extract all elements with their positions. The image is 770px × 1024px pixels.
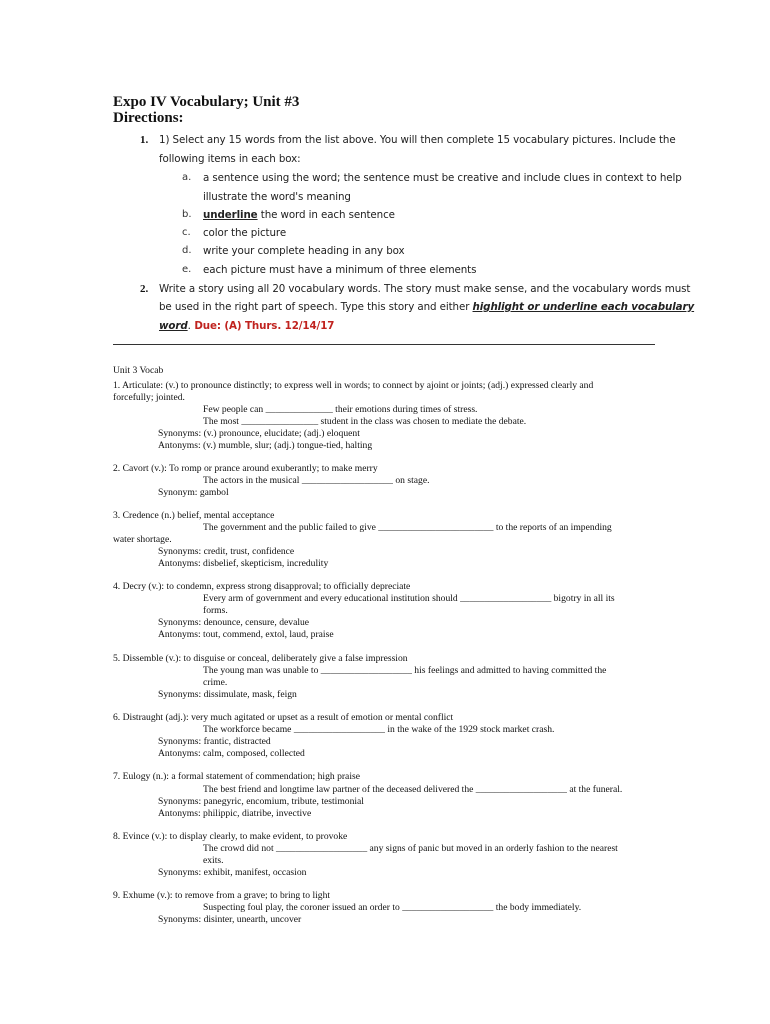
direction-1-line-2: following items in each box: — [159, 153, 301, 165]
vocab-example: The most ________________ student in the class was chosen to mediate the debate. — [203, 416, 527, 427]
vocab-example: The actors in the musical ___________________ on stage. — [203, 475, 430, 486]
direction-1-line-1: 1) Select any 15 words from the list above. You will then complete 15 vocabulary pictures. Include the — [159, 134, 676, 146]
vocab-example: The best friend and longtime law partner of the deceased delivered the ___________________ at the funeral. — [203, 784, 623, 795]
vocab-synonyms: Synonyms: panegyric, encomium, tribute, testimonial — [158, 796, 364, 807]
vocab-example-cont: exits. — [203, 855, 224, 866]
sub-item-b — [203, 209, 395, 221]
sub-item-a-line-2: illustrate the word's meaning — [203, 191, 351, 203]
vocab-example: Suspecting foul play, the coroner issued an order to ___________________ the body immediately. — [203, 902, 582, 913]
highlight-instruction: highlight or underline each vocabulary — [472, 301, 695, 313]
vocab-definition: 8. Evince (v.): to display clearly, to make evident, to provoke — [113, 831, 348, 842]
sub-item-letter-d: d. — [182, 245, 192, 256]
vocab-definition: 7. Eulogy (n.): a formal statement of commendation; high praise — [113, 771, 360, 782]
highlight-instruction-end: word — [159, 320, 188, 332]
vocab-synonyms: Synonyms: credit, trust, confidence — [158, 546, 295, 557]
vocab-antonyms: Antonyms: tout, commend, extol, laud, praise — [158, 629, 334, 640]
vocab-example-cont: forms. — [203, 605, 228, 616]
sub-item-d: write your complete heading in any box — [203, 245, 405, 257]
underline-word: underline — [203, 209, 258, 221]
vocab-definition: 1. Articulate: (v.) to pronounce distinctly; to express well in words; to connect by ajoint or joints; (adj.) expressed clearly and — [113, 380, 594, 391]
document-title: Expo IV Vocabulary; Unit #3 — [113, 94, 300, 110]
vocab-example: The workforce became ___________________ in the wake of the 1929 stock market crash. — [203, 724, 555, 735]
direction-2-line-3 — [159, 320, 334, 332]
sub-item-a-line-1: a sentence using the word; the sentence must be creative and include clues in context to help — [203, 172, 682, 184]
vocab-example: Every arm of government and every educational institution should ___________________ bigotry in all its — [203, 593, 615, 604]
vocab-heading: Unit 3 Vocab — [113, 365, 164, 376]
direction-2-line-2 — [159, 301, 694, 313]
vocab-antonyms: Antonyms: calm, composed, collected — [158, 748, 305, 759]
vocab-definition: 6. Distraught (adj.): very much agitated or upset as a result of emotion or mental conflict — [113, 712, 454, 723]
sub-item-letter-e: e. — [182, 264, 192, 275]
vocab-example: The government and the public failed to give ________________________ to the reports of an impending — [203, 522, 612, 533]
vocab-synonyms: Synonyms: disinter, unearth, uncover — [158, 914, 302, 925]
vocab-definition: 2. Cavort (v.): To romp or prance around exuberantly; to make merry — [113, 463, 378, 474]
vocab-synonyms: Synonym: gambol — [158, 487, 229, 498]
vocab-definition: 5. Dissemble (v.): to disguise or conceal, deliberately give a false impression — [113, 653, 408, 664]
vocab-example-cont: crime. — [203, 677, 228, 688]
period: . — [187, 320, 191, 332]
sub-item-b-rest: the word in each sentence — [257, 209, 395, 221]
section-divider — [113, 344, 655, 345]
direction-number-2: 2. — [140, 283, 149, 295]
vocab-antonyms: Antonyms: philippic, diatribe, invective — [158, 808, 312, 819]
directions-heading: Directions: — [113, 110, 184, 126]
vocab-example: The crowd did not ___________________ any signs of panic but moved in an orderly fashion to the nearest — [203, 843, 618, 854]
direction-2-line-1: Write a story using all 20 vocabulary words. The story must make sense, and the vocabulary words must — [159, 283, 691, 295]
vocab-example-cont: water shortage. — [113, 534, 172, 545]
vocab-definition: 3. Credence (n.) belief, mental acceptance — [113, 510, 275, 521]
sub-item-letter-a: a. — [182, 172, 192, 183]
vocab-definition: 9. Exhume (v.): to remove from a grave; to bring to light — [113, 890, 331, 901]
vocab-definition: 4. Decry (v.): to condemn, express strong disapproval; to officially depreciate — [113, 581, 411, 592]
vocab-synonyms: Synonyms: exhibit, manifest, occasion — [158, 867, 307, 878]
vocab-definition-cont: forcefully; jointed. — [113, 392, 185, 403]
direction-number-1: 1. — [140, 134, 149, 146]
vocab-antonyms: Antonyms: disbelief, skepticism, incredulity — [158, 558, 329, 569]
direction-2-line-2-text: be used in the right part of speech. Type this story and either — [159, 301, 473, 313]
vocab-synonyms: Synonyms: denounce, censure, devalue — [158, 617, 310, 628]
vocab-antonyms: Antonyms: (v.) mumble, slur; (adj.) tongue-tied, halting — [158, 440, 373, 451]
vocab-example: The young man was unable to ___________________ his feelings and admitted to having committed the — [203, 665, 607, 676]
due-date: Due: (A) Thurs. 12/14/17 — [190, 320, 335, 332]
sub-item-letter-c: c. — [182, 227, 191, 238]
sub-item-e: each picture must have a minimum of three elements — [203, 264, 477, 276]
vocab-synonyms: Synonyms: frantic, distracted — [158, 736, 271, 747]
vocab-synonyms: Synonyms: dissimulate, mask, feign — [158, 689, 297, 700]
sub-item-c: color the picture — [203, 227, 287, 239]
vocab-synonyms: Synonyms: (v.) pronounce, elucidate; (adj.) eloquent — [158, 428, 360, 439]
vocab-example: Few people can ______________ their emotions during times of stress. — [203, 404, 478, 415]
sub-item-letter-b: b. — [182, 209, 192, 220]
